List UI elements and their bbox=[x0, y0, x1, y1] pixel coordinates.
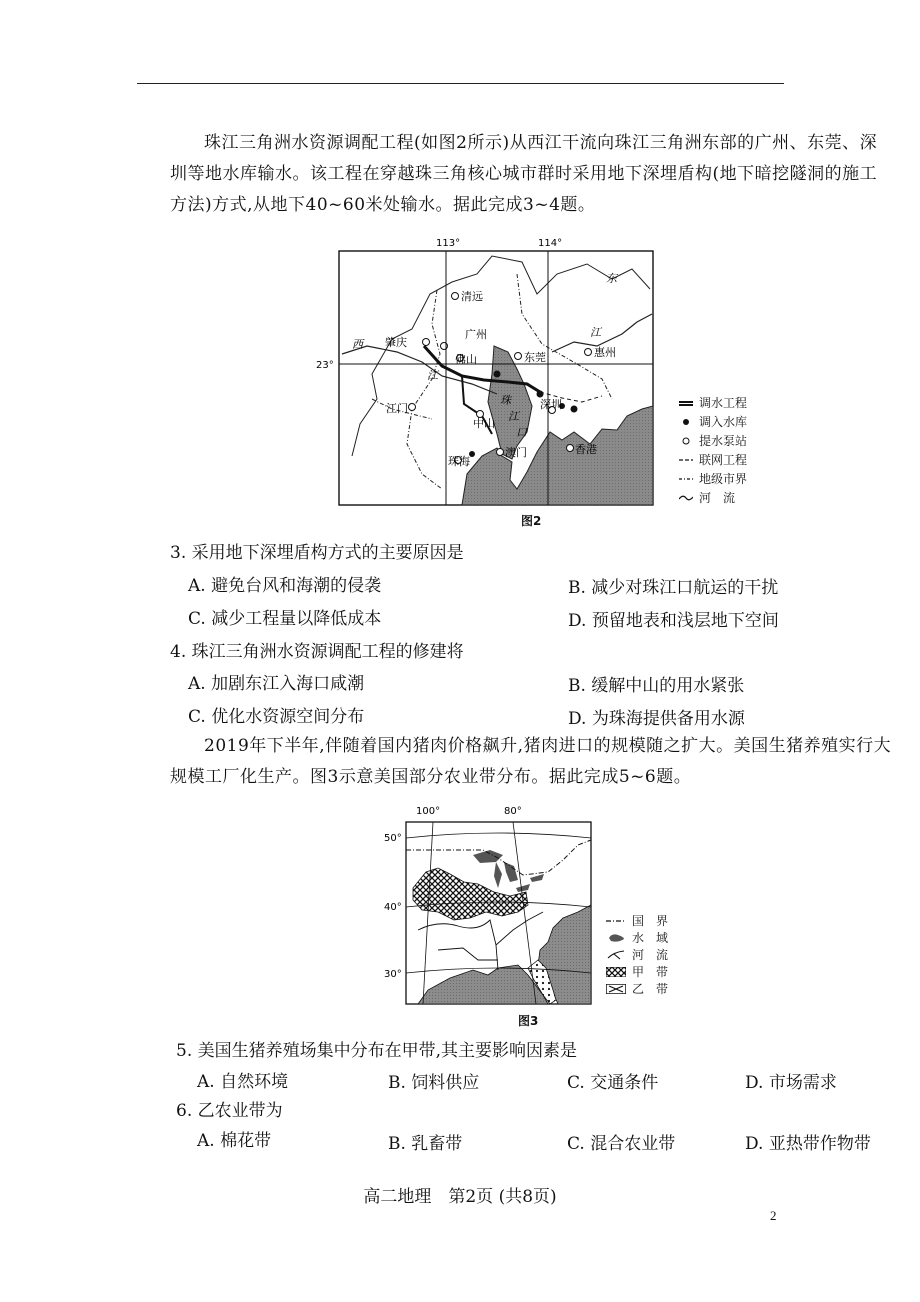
q5-option-b: B. 饲料供应 bbox=[388, 1073, 480, 1093]
q4-option-b: B. 缓解中山的用水紧张 bbox=[568, 676, 745, 696]
page-number: 2 bbox=[770, 1208, 777, 1223]
q6-stem: 6. 乙农业带为 bbox=[176, 1101, 283, 1121]
legend-river-3: 河 流 bbox=[606, 946, 668, 963]
legend-city-boundary: 地级市界 bbox=[699, 472, 748, 486]
lon-label-114: 114° bbox=[538, 238, 563, 249]
q4-option-d: D. 为珠海提供备用水源 bbox=[568, 709, 745, 729]
legend-jia-belt: 甲 带 bbox=[606, 963, 668, 980]
city-huizhou: 惠州 bbox=[594, 346, 616, 359]
estuary-label-kou: 口 bbox=[516, 426, 527, 439]
q4-option-c: C. 优化水资源空间分布 bbox=[188, 707, 365, 727]
river-label-dong: 东 bbox=[606, 272, 617, 285]
city-hongkong: 香港 bbox=[575, 443, 597, 456]
lat-label-40: 40° bbox=[384, 902, 402, 913]
lat-label-50: 50° bbox=[384, 833, 402, 844]
lat-label-23: 23° bbox=[316, 360, 334, 371]
legend-river: 河 流 bbox=[679, 488, 747, 507]
river-label-jiang-east: 江 bbox=[590, 326, 601, 339]
lon-label-113: 113° bbox=[436, 238, 461, 249]
river-label-xi: 西 bbox=[352, 338, 363, 351]
passage-1: 珠江三角洲水资源调配工程(如图2所示)从西江干流向珠江三角洲东部的广州、东莞、深圳等地水库输水。该工程在穿越珠三角核心城市群时采用地下深埋盾构(地下暗挖隧洞的施工方法)方式,从地下40~60米处输水。据此完成3~4题。 bbox=[170, 133, 878, 215]
q6-option-c: C. 混合农业带 bbox=[567, 1134, 676, 1154]
figure-3-map bbox=[378, 800, 593, 1010]
q6-option-b: B. 乳畜带 bbox=[388, 1134, 463, 1154]
q5-stem: 5. 美国生猪养殖场集中分布在甲带,其主要影响因素是 bbox=[176, 1041, 578, 1061]
city-shenzhen: 深圳 bbox=[540, 398, 562, 411]
figure-3-caption: 图3 bbox=[518, 1014, 539, 1028]
lon-label-100: 100° bbox=[416, 806, 441, 817]
city-guangzhou: 广州 bbox=[465, 328, 487, 341]
city-dongguan: 东莞 bbox=[524, 351, 546, 364]
city-zhongshan: 中山 bbox=[473, 417, 495, 430]
legend-diversion: 调水工程 bbox=[699, 396, 748, 410]
estuary-label-jiang: 江 bbox=[508, 410, 519, 423]
q6-option-d: D. 亚热带作物带 bbox=[745, 1134, 871, 1154]
q3-option-a: A. 避免台风和海潮的侵袭 bbox=[188, 576, 382, 596]
river-label-jiang-west: 江 bbox=[427, 369, 438, 382]
q5-option-d: D. 市场需求 bbox=[745, 1073, 837, 1093]
q4-stem: 4. 珠江三角洲水资源调配工程的修建将 bbox=[170, 642, 464, 662]
legend-yi-belt: 乙 带 bbox=[606, 980, 668, 997]
q3-option-c: C. 减少工程量以降低成本 bbox=[188, 609, 382, 629]
city-foshan: 佛山 bbox=[455, 353, 477, 366]
city-jiangmen: 江门 bbox=[386, 402, 408, 415]
figure-3-legend bbox=[606, 912, 668, 997]
legend-pump-station: 提水泵站 bbox=[679, 431, 747, 450]
q4-option-a: A. 加剧东江入海口咸潮 bbox=[188, 674, 365, 694]
city-qingyuan: 清远 bbox=[461, 290, 483, 303]
legend-border: 国 界 bbox=[632, 914, 669, 928]
q5-option-a: A. 自然环境 bbox=[197, 1072, 289, 1092]
page-footer: 高二地理 第2页 (共8页) bbox=[363, 1187, 557, 1207]
q6-option-a: A. 棉花带 bbox=[197, 1131, 272, 1151]
city-macau: 澳门 bbox=[505, 446, 527, 459]
figure-2-caption: 图2 bbox=[521, 514, 542, 528]
q3-option-b: B. 减少对珠江口航运的干扰 bbox=[568, 578, 779, 598]
q3-stem: 3. 采用地下深埋盾构方式的主要原因是 bbox=[170, 543, 464, 563]
legend-reservoir: 调入水库 bbox=[679, 412, 747, 431]
city-zhuhai: 珠海 bbox=[448, 455, 470, 468]
passage-2: 2019年下半年,伴随着国内猪肉价格飙升,猪肉进口的规模随之扩大。美国生猪养殖实行大规模工厂化生产。图3示意美国部分农业带分布。据此完成5~6题。 bbox=[170, 736, 892, 787]
header-rule bbox=[137, 83, 784, 84]
lon-label-80: 80° bbox=[504, 806, 522, 817]
q3-option-d: D. 预留地表和浅层地下空间 bbox=[568, 611, 779, 631]
estuary-label-zhu: 珠 bbox=[500, 394, 511, 407]
legend-network: 联网工程 bbox=[699, 453, 748, 467]
q5-option-c: C. 交通条件 bbox=[567, 1073, 659, 1093]
city-zhaoqing: 肇庆 bbox=[385, 336, 407, 349]
figure-2-legend bbox=[679, 393, 747, 507]
legend-water: 水 域 bbox=[606, 929, 668, 946]
lat-label-30: 30° bbox=[384, 969, 402, 980]
